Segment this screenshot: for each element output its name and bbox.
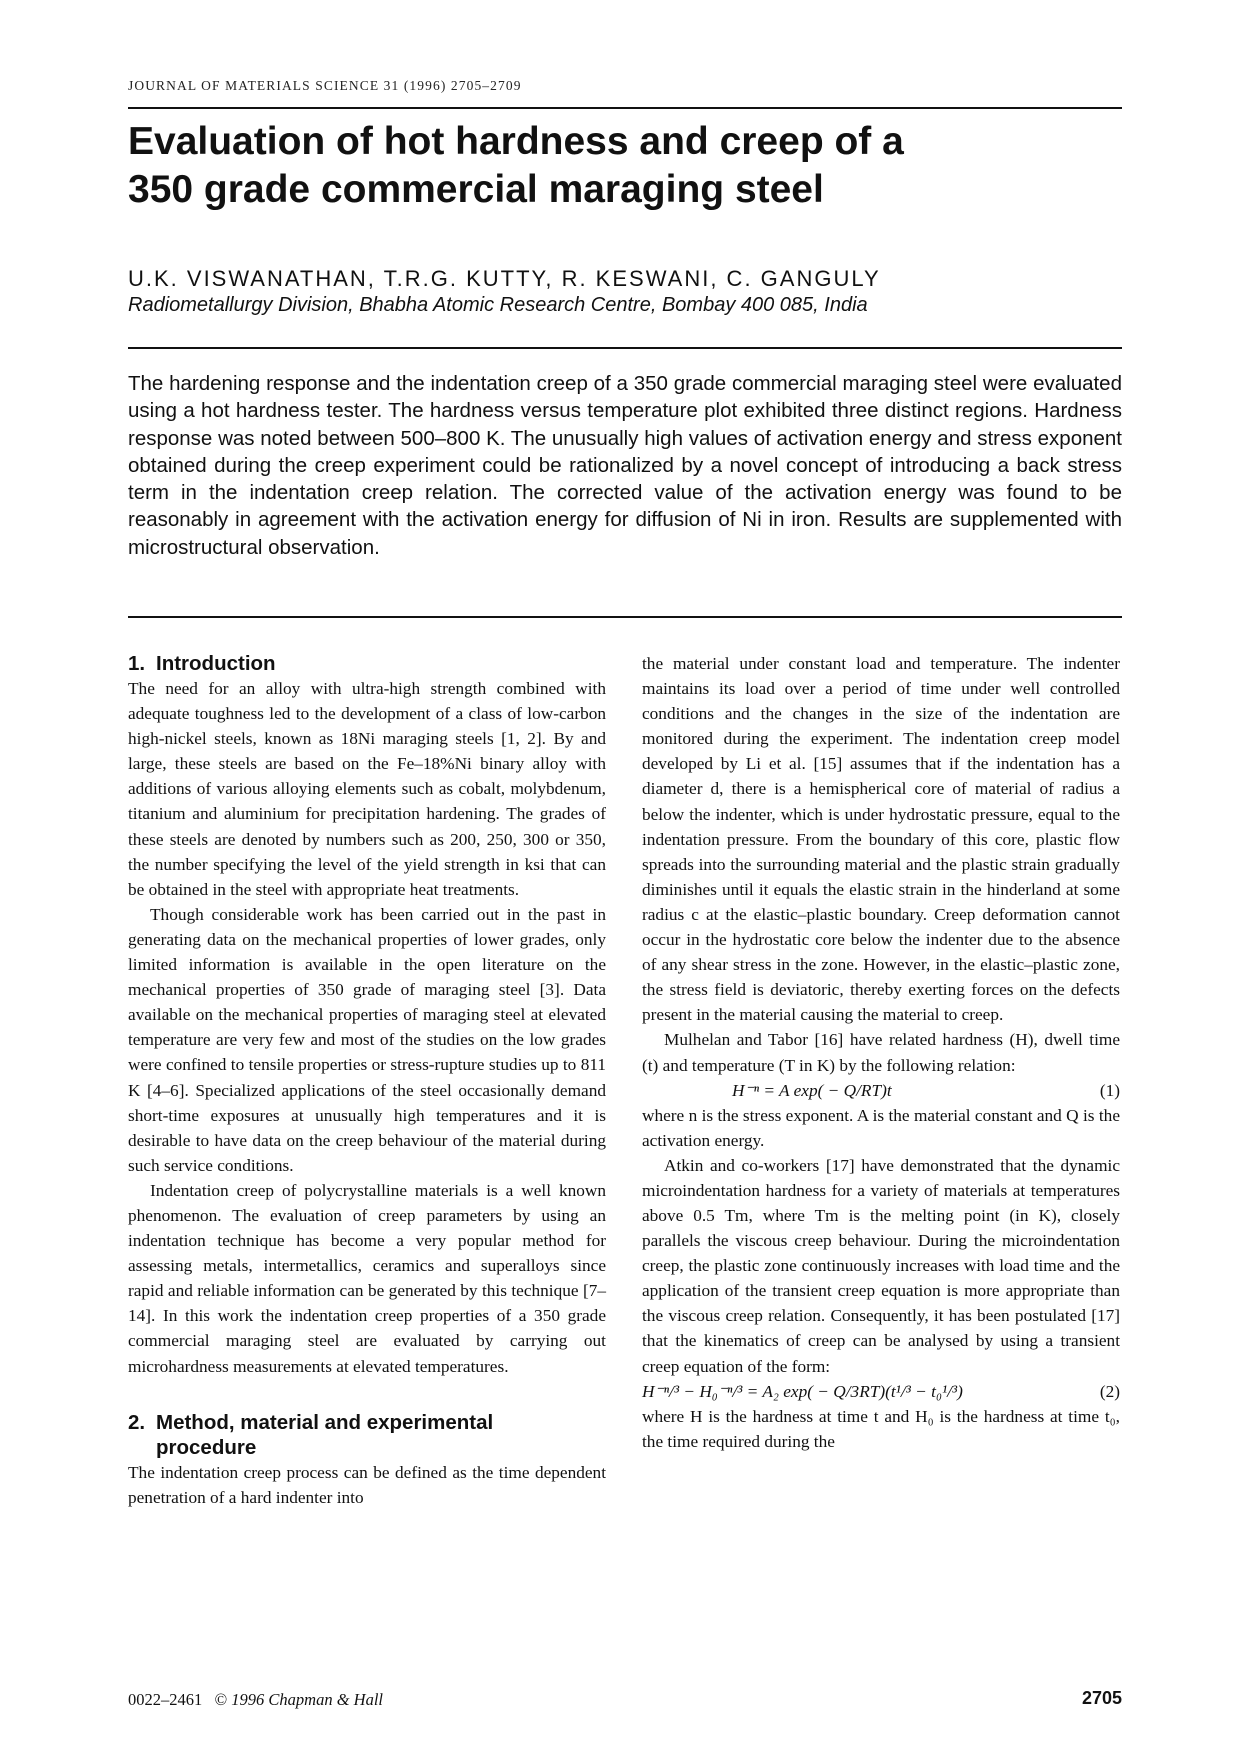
right-column xyxy=(642,651,1120,1454)
journal-running-header: JOURNAL OF MATERIALS SCIENCE 31 (1996) 2705–2709 xyxy=(128,78,522,93)
title-line: Evaluation of hot hardness and creep of a xyxy=(128,120,904,163)
author-list: U.K. VISWANATHAN, T.R.G. KUTTY, R. KESWANI, C. GANGULY xyxy=(128,266,881,291)
body-paragraph: Indentation creep of polycrystalline materials is a well known phenomenon. The evaluation of creep parameters by using an indentation technique has become a very popular method for assessing metals, intermetallics, ceramics and superalloys since rapid and reliable information can be generated by this technique [7–14]. In this work the indentation creep properties of a 350 grade commercial maraging steel are evaluated by carrying out microhardness measurements at elevated temperatures. xyxy=(128,1180,606,1376)
equation-1 xyxy=(642,1078,1120,1103)
equation-body: H⁻ⁿ = A exp( − Q/RT)t xyxy=(732,1080,892,1100)
section-title-continuation: procedure xyxy=(156,1435,257,1459)
section-title: Introduction xyxy=(156,652,276,675)
page-number: 2705 xyxy=(1081,1688,1122,1708)
section-heading-introduction xyxy=(128,651,606,676)
title-line: 350 grade commercial maraging steel xyxy=(128,168,824,211)
article-title xyxy=(128,118,1118,214)
equation-2 xyxy=(642,1379,1120,1404)
body-paragraph: where n is the stress exponent. A is the material constant and Q is the activation energy. xyxy=(642,1105,1120,1150)
issn: 0022–2461 xyxy=(128,1690,203,1709)
abstract-bottom-rule xyxy=(128,616,1122,618)
copyright-icon: © xyxy=(214,1690,228,1709)
author-affiliation: Radiometallurgy Division, Bhabha Atomic Research Centre, Bombay 400 085, India xyxy=(128,294,868,316)
equation-body: H⁻ⁿ/³ − H₀⁻ⁿ/³ = A₂ exp( − Q/3RT)(t¹/³ − t₀¹/³) xyxy=(642,1381,963,1401)
header-rule xyxy=(128,107,1122,109)
section-number: 2. xyxy=(128,1410,146,1434)
section-title: Method, material and experimental xyxy=(156,1410,494,1434)
body-paragraph: Atkin and co-workers [17] have demonstrated that the dynamic microindentation hardness for a variety of materials at temperatures above 0.5 Tm, where Tm is the melting point (in K), closely parallels the viscous creep behaviour. During the microindentation creep, the plastic zone continuously increases with load time and the application of the transient creep equation is more appropriate than the viscous creep relation. Consequently, it has been postulated [17] that the kinematics of creep can be analysed by using a transient creep equation of the form: xyxy=(642,1155,1120,1376)
body-paragraph: Mulhelan and Tabor [16] have related hardness (H), dwell time (t) and temperature (T in K) by the following relation: xyxy=(642,1030,1120,1075)
body-paragraph: The need for an alloy with ultra-high strength combined with adequate toughness led to the development of a class of low-carbon high-nickel steels, known as 18Ni maraging steels [1, 2]. By and large, these steels are based on the Fe–18%Ni binary alloy with additions of various alloying elements such as cobalt, molybdenum, titanium and aluminium for precipitation hardening. The grades of these steels are denoted by numbers such as 200, 250, 300 or 350, the number specifying the level of the yield strength in ksi that can be obtained in the steel with appropriate heat treatments. xyxy=(128,679,606,899)
section-number: 1. xyxy=(128,652,146,675)
left-column xyxy=(128,651,606,1510)
body-paragraph: The indentation creep process can be defined as the time dependent penetration of a hard indenter into xyxy=(128,1462,606,1507)
footer-citation xyxy=(128,1690,383,1710)
equation-number: (2) xyxy=(1099,1381,1120,1401)
body-paragraph: the material under constant load and temperature. The indenter maintains its load over a period of time under well controlled conditions and the changes in the size of the indentation are monitored during the experiment. The indentation creep model developed by Li et al. [15] assumes that if the indentation has a diameter d, there is a hemispherical core of material of radius a below the indenter, which is under hydrostatic pressure, equal to the indentation pressure. From the boundary of this core, plastic flow spreads into the surrounding material and the plastic strain gradually diminishes until it equals the elastic strain in the hinderland at some radius c at the elastic–plastic boundary. Creep deformation cannot occur in the hydrostatic core below the indenter due to the absence of any shear stress in the zone. However, in the elastic–plastic zone, the stress field is deviatoric, thereby exerting forces on the defects present in the material causing the material to creep. xyxy=(642,654,1120,1025)
abstract-top-rule xyxy=(128,347,1122,349)
publisher: 1996 Chapman & Hall xyxy=(231,1690,384,1709)
equation-number: (1) xyxy=(1099,1080,1120,1100)
body-paragraph: Though considerable work has been carried out in the past in generating data on the mechanical properties of lower grades, only limited information is available in the open literature on the mechanical properties of 350 grade of maraging steel [3]. Data available on the mechanical properties of maraging steel at elevated temperature are very few and most of the studies on the low grades were confined to tensile properties or stress-rupture studies up to 811 K [4–6]. Specialized applications of the steel occasionally demand short-time exposures at unusually high temperatures and it is desirable to have data on the creep behaviour of the material during such service conditions. xyxy=(128,904,606,1175)
section-heading-method xyxy=(128,1410,606,1460)
abstract: The hardening response and the indentation creep of a 350 grade commercial maraging steel were evaluated using a hot hardness tester. The hardness versus temperature plot exhibited three distinct regions. Hardness response was noted between 500–800 K. The unusually high values of activation energy and stress exponent obtained during the creep experiment could be rationalized by a novel concept of introducing a back stress term in the indentation creep relation. The corrected value of the activation energy was found to be reasonably in agreement with the activation energy for diffusion of Ni in iron. Results are supplemented with microstructural observation. xyxy=(128,372,1122,559)
body-paragraph: where H is the hardness at time t and H₀ is the hardness at time t₀, the time required during the xyxy=(642,1406,1120,1451)
